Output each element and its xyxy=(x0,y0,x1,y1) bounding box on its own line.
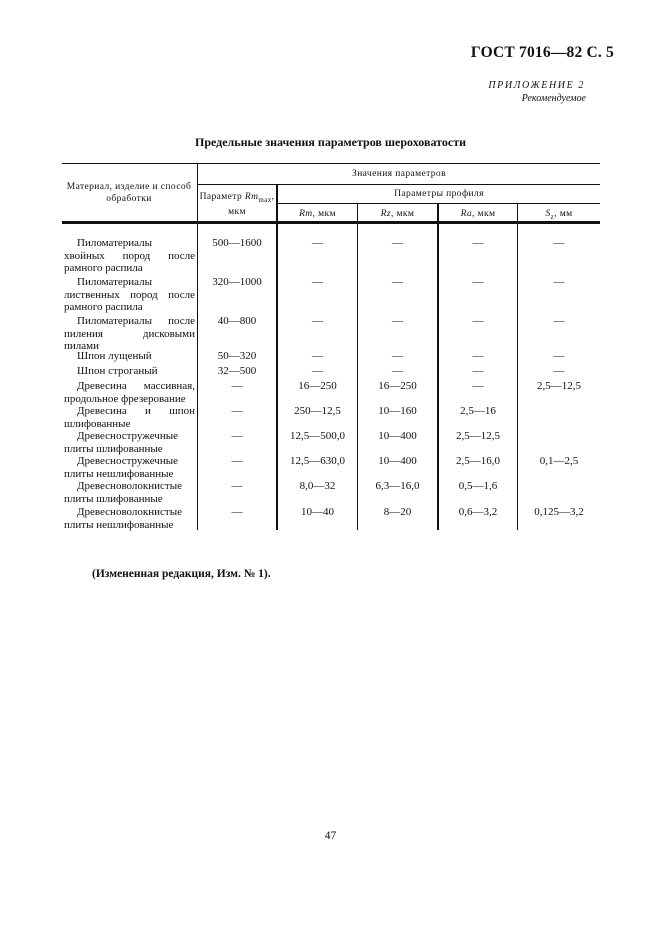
header-ra xyxy=(439,208,517,220)
cell-rm: 8,0—32 xyxy=(299,480,336,492)
cell-ra: — xyxy=(472,365,484,377)
header-rm-max-prefix: Параметр xyxy=(199,192,245,202)
cell-rz: — xyxy=(392,365,403,377)
cell-rz: 10—400 xyxy=(378,430,417,442)
cell-rz: — xyxy=(392,350,403,362)
table-title: Предельные значения параметров шероховатости xyxy=(194,135,467,149)
cell-rm: 10—40 xyxy=(301,506,334,518)
cell-material-text: Шпон строганый xyxy=(77,365,158,377)
document-code: ГОСТ 7016—82 С. 5 xyxy=(470,44,614,61)
cell-rm: — xyxy=(312,315,323,327)
cell-ra: 2,5—16,0 xyxy=(456,455,500,467)
cell-material-text: Древесностружечные плиты шлифованные xyxy=(64,430,179,455)
header-sz-symbol: S xyxy=(545,209,551,219)
cell-sz: — xyxy=(553,315,565,327)
cell-ra: 0,6—3,2 xyxy=(458,506,498,518)
cell-sz: — xyxy=(553,237,565,249)
header-ra-symbol: Ra xyxy=(460,209,472,219)
cell-material xyxy=(64,506,195,531)
header-rm xyxy=(278,208,357,220)
cell-ra: — xyxy=(472,315,484,327)
cell-ra: — xyxy=(472,237,484,249)
cell-sz: — xyxy=(553,276,565,288)
cell-material xyxy=(64,237,195,275)
cell-material-text: Древесноволокнистые плиты нешлифованные xyxy=(64,506,182,531)
header-material: Материал, изделие и способ обработки xyxy=(66,182,192,204)
header-sz xyxy=(518,208,600,223)
cell-material-text: Пиломатериалы хвойных пород после рамного распила xyxy=(64,237,195,274)
cell-ra: 0,5—1,6 xyxy=(458,480,498,492)
cell-rz: 6,3—16,0 xyxy=(375,480,420,492)
cell-rm: 16—250 xyxy=(298,380,337,392)
cell-ra: 2,5—16 xyxy=(460,405,496,417)
header-rz xyxy=(358,208,437,220)
cell-rm: — xyxy=(312,365,323,377)
cell-rz: 10—400 xyxy=(378,455,417,467)
cell-rm-max: — xyxy=(231,430,243,442)
cell-rz: — xyxy=(392,237,403,249)
cell-rm: — xyxy=(312,276,323,288)
cell-material xyxy=(64,405,195,430)
cell-material-text: Пиломатериалы после пиления дисковыми пилами xyxy=(64,315,195,352)
cell-rm-max: — xyxy=(231,506,243,518)
header-rm-symbol: Rm xyxy=(299,209,313,219)
cell-rm-max: — xyxy=(231,380,243,392)
header-rm-max xyxy=(198,191,276,218)
header-values-group: Значения параметров xyxy=(352,169,446,179)
cell-sz: 2,5—12,5 xyxy=(537,380,581,392)
page-number: 47 xyxy=(324,830,337,842)
cell-material xyxy=(64,480,195,505)
header-rm-unit: , мкм xyxy=(312,209,336,219)
cell-rm-max: 32—500 xyxy=(217,365,257,377)
header-profile-group: Параметры профиля xyxy=(394,189,484,199)
cell-material xyxy=(64,430,195,455)
cell-material-text: Шпон лущеный xyxy=(77,350,152,362)
cell-material xyxy=(64,365,195,378)
cell-material xyxy=(64,276,195,314)
header-ra-unit: , мкм xyxy=(471,209,496,219)
cell-ra: — xyxy=(472,276,484,288)
cell-material-text: Древесина и шпон шлифованные xyxy=(64,405,195,430)
cell-material xyxy=(64,380,195,405)
cell-ra: 2,5—12,5 xyxy=(456,430,500,442)
cell-rz: 10—160 xyxy=(378,405,417,417)
cell-rm: 12,5—630,0 xyxy=(290,455,345,467)
header-rm-max-sub: max xyxy=(258,195,272,204)
header-rm-max-unit: , мкм xyxy=(228,192,275,217)
cell-rz: — xyxy=(392,276,403,288)
cell-material xyxy=(64,455,195,480)
cell-rz: 16—250 xyxy=(378,380,417,392)
appendix-label: ПРИЛОЖЕНИЕ 2 xyxy=(488,80,585,91)
cell-sz: 0,1—2,5 xyxy=(539,455,579,467)
revision-note: (Измененная редакция, Изм. № 1). xyxy=(92,568,271,580)
header-rm-max-symbol: Rm xyxy=(244,192,259,202)
col-divider-1 xyxy=(197,163,198,530)
cell-rm-max: 320—1000 xyxy=(212,276,262,288)
cell-material-text: Пиломатериалы лиственных пород после рамного распила xyxy=(64,276,195,313)
cell-material-text: Древесина массивная, продольное фрезерование xyxy=(64,380,195,405)
cell-sz: — xyxy=(553,350,565,362)
values-group-rule xyxy=(197,184,600,185)
cell-rm: 250—12,5 xyxy=(294,405,341,417)
cell-rz: 8—20 xyxy=(383,506,412,518)
cell-material-text: Древесностружечные плиты нешлифованные xyxy=(64,455,179,480)
header-rz-unit: , мкм xyxy=(390,209,415,219)
cell-ra: — xyxy=(472,350,484,362)
cell-rm: — xyxy=(312,237,323,249)
cell-rm: — xyxy=(312,350,323,362)
recommended-label: Рекомендуемое xyxy=(521,93,586,104)
cell-material-text: Древесноволокнистые плиты шлифованные xyxy=(64,480,182,505)
cell-rm-max: 500—1600 xyxy=(212,237,262,249)
header-rz-symbol: Rz xyxy=(380,209,391,219)
cell-rm: 12,5—500,0 xyxy=(290,430,345,442)
header-sz-sub: z xyxy=(550,212,555,221)
table-top-rule xyxy=(62,163,600,164)
cell-rm-max: — xyxy=(231,480,243,492)
cell-material xyxy=(64,315,195,353)
cell-rz: — xyxy=(392,315,403,327)
cell-material xyxy=(64,350,195,363)
cell-rm-max: 40—800 xyxy=(217,315,257,327)
cell-rm-max: 50—320 xyxy=(217,350,257,362)
cell-rm-max: — xyxy=(231,455,243,467)
cell-rm-max: — xyxy=(231,405,243,417)
cell-ra: — xyxy=(472,380,484,392)
header-sz-unit: , мм xyxy=(554,209,573,219)
cell-sz: — xyxy=(553,365,565,377)
cell-sz: 0,125—3,2 xyxy=(534,506,584,518)
